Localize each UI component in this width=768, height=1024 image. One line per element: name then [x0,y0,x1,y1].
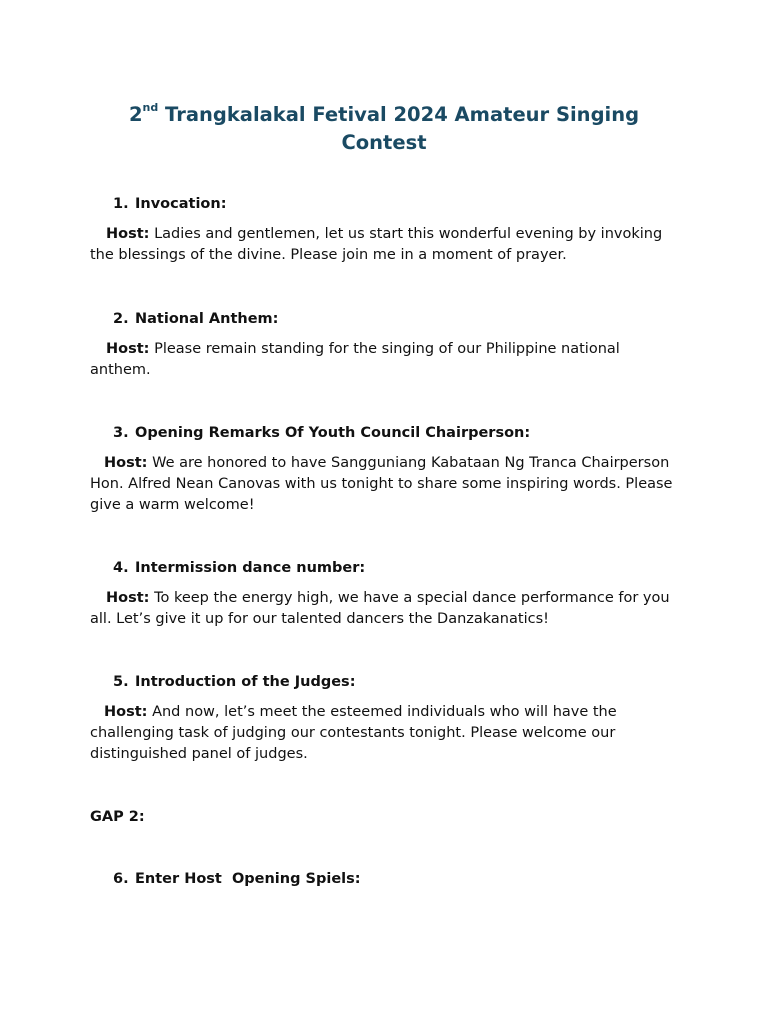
section-heading-invocation [113,194,227,214]
section-number: 2. [113,311,129,327]
document-title [90,101,678,157]
paragraph-text: Ladies and gentlemen, let us start this wonderful evening by invoking the blessings of the divine. Please join me in a moment of prayer. [90,226,663,263]
gap-label: GAP 2: [90,809,145,825]
section-heading-text: Opening Remarks Of Youth Council Chairperson: [135,425,531,441]
section-number: 4. [113,560,129,576]
section-heading-text: Introduction of the Judges: [135,674,356,690]
host-label: Host: [106,341,150,357]
paragraph-text: And now, let’s meet the esteemed individuals who will have the challenging task of judging our contestants tonight. Please welcome our distinguished panel of judges. [90,704,617,762]
section-paragraph-opening-remarks [90,453,680,516]
host-label: Host: [104,704,148,720]
section-number: 3. [113,425,129,441]
host-label: Host: [106,590,150,606]
section-number: 5. [113,674,129,690]
section-heading-text: Intermission dance number: [135,560,366,576]
section-heading-text: National Anthem: [135,311,279,327]
title-rest: Trangkalakal Fetival 2024 Amateur Singing Contest [158,103,640,154]
section-paragraph-invocation [90,224,680,266]
section-heading-text: Enter Host Opening Spiels: [135,871,361,887]
paragraph-text: Please remain standing for the singing of our Philippine national anthem. [90,341,620,378]
section-paragraph-judges [90,702,680,765]
section-number: 6. [113,871,129,887]
section-number: 1. [113,196,129,212]
section-paragraph-national-anthem [90,339,680,381]
title-prefix: 2 [128,103,143,126]
section-heading-host-opening-spiels [113,869,361,889]
paragraph-text: We are honored to have Sangguniang Kabataan Ng Tranca Chairperson Hon. Alfred Nean Canovas with us tonight to share some inspiring words. Please give a warm welcome! [90,455,673,513]
section-heading-text: Invocation: [135,196,227,212]
host-label: Host: [104,455,148,471]
section-heading-judges [113,672,356,692]
section-heading-opening-remarks [113,423,530,443]
paragraph-text: To keep the energy high, we have a special dance performance for you all. Let’s give it up for our talented dancers the Danzakanatics! [90,590,670,627]
title-superscript: nd [142,100,159,114]
section-heading-national-anthem [113,309,278,329]
section-heading-intermission [113,558,365,578]
host-label: Host: [106,226,150,242]
section-paragraph-intermission [90,588,680,630]
